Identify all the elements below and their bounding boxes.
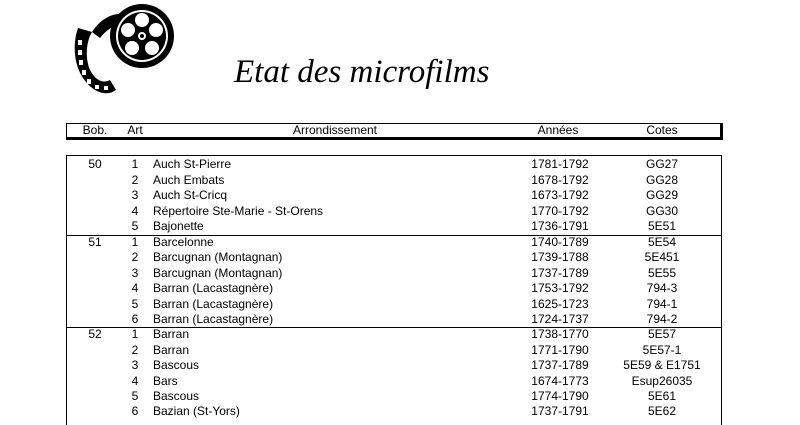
cotes: 5E57 [647, 327, 677, 341]
arrondissement: Bars [153, 374, 178, 388]
art-number: 2 [131, 250, 139, 264]
table-row [67, 235, 721, 250]
arrondissement: Barran [153, 343, 190, 357]
arrondissement: Auch St-Pierre [153, 157, 232, 171]
art-number: 6 [131, 404, 139, 418]
header-bob: Bob. [82, 123, 108, 137]
arrondissement: Bascous [153, 358, 200, 372]
annees: 1737-1789 [531, 266, 589, 280]
header-arrondissement: Arrondissement [292, 123, 378, 137]
annees: 1673-1792 [531, 188, 589, 202]
arrondissement: Bazian (St-Yors) [153, 404, 240, 418]
table-row [67, 343, 721, 358]
arrondissement: Auch St-Cricq [153, 188, 228, 202]
annees: 1737-1791 [531, 404, 589, 418]
header-annees: Années [537, 123, 579, 137]
cotes: Esup26035 [631, 374, 693, 388]
annees: 1737-1789 [531, 358, 589, 372]
annees: 1771-1790 [531, 343, 589, 357]
art-number: 6 [131, 312, 139, 326]
page-title: Etat des microfilms [234, 54, 490, 90]
annees: 1625-1723 [531, 297, 589, 311]
arrondissement: Auch Embats [153, 173, 225, 187]
bob-number: 51 [88, 235, 102, 249]
cotes: GG27 [645, 157, 678, 171]
art-number: 3 [131, 266, 139, 280]
art-number: 1 [131, 157, 139, 171]
cotes: 5E55 [647, 266, 677, 280]
table-header [66, 123, 723, 140]
annees: 1739-1788 [531, 250, 589, 264]
art-number: 1 [131, 327, 139, 341]
arrondissement: Bascous [153, 389, 200, 403]
art-number: 2 [131, 173, 139, 187]
cotes: 5E59 & E1751 [623, 358, 701, 372]
annees: 1736-1791 [531, 219, 589, 233]
art-number: 2 [131, 343, 139, 357]
cotes: 5E451 [644, 250, 680, 264]
table-row [67, 204, 721, 219]
table-row [67, 250, 721, 265]
arrondissement: Barran [153, 327, 190, 341]
arrondissement: Barran (Lacastagnère) [153, 312, 274, 326]
arrondissement: Barcugnan (Montagnan) [153, 250, 283, 264]
cotes: 5E61 [647, 389, 677, 403]
art-number: 3 [131, 188, 139, 202]
cotes: 5E62 [647, 404, 677, 418]
cotes: 794-2 [646, 312, 678, 326]
microfilm-table [66, 155, 722, 425]
bob-number: 50 [88, 157, 102, 171]
cotes: GG28 [645, 173, 678, 187]
film-reel-logo-icon [70, 0, 178, 106]
cotes: GG29 [645, 188, 678, 202]
cotes: 5E57-1 [642, 343, 682, 357]
arrondissement: Barcelonne [153, 235, 214, 249]
art-number: 3 [131, 358, 139, 372]
table-row [67, 404, 721, 419]
header-art: Art [127, 123, 143, 137]
table-row [67, 327, 721, 342]
art-number: 1 [131, 235, 139, 249]
arrondissement: Répertoire Ste-Marie - St-Orens [153, 204, 324, 218]
art-number: 5 [131, 297, 139, 311]
arrondissement: Barran (Lacastagnère) [153, 297, 274, 311]
bob-number: 52 [88, 327, 102, 341]
cotes: GG30 [645, 204, 678, 218]
table-row [67, 374, 721, 389]
art-number: 4 [131, 374, 139, 388]
table-row [67, 188, 721, 203]
arrondissement: Bajonette [153, 219, 204, 233]
art-number: 4 [131, 204, 139, 218]
table-row [67, 157, 721, 172]
table-row [67, 312, 721, 327]
table-row [67, 219, 721, 234]
table-row [67, 358, 721, 373]
table-top-border [66, 155, 722, 156]
table-row [67, 297, 721, 312]
table-row [67, 266, 721, 281]
arrondissement: Barran (Lacastagnère) [153, 281, 274, 295]
table-row [67, 389, 721, 404]
annees: 1724-1737 [531, 312, 589, 326]
annees: 1678-1792 [531, 173, 589, 187]
cotes: 794-1 [646, 297, 678, 311]
cotes: 5E51 [647, 219, 677, 233]
annees: 1740-1789 [531, 235, 589, 249]
annees: 1674-1773 [531, 374, 589, 388]
table-row [67, 173, 721, 188]
table-row [67, 281, 721, 296]
cotes: 5E54 [647, 235, 677, 249]
annees: 1770-1792 [531, 204, 589, 218]
header-cotes: Cotes [646, 123, 678, 137]
annees: 1753-1792 [531, 281, 589, 295]
art-number: 5 [131, 389, 139, 403]
cotes: 794-3 [646, 281, 678, 295]
arrondissement: Barcugnan (Montagnan) [153, 266, 283, 280]
annees: 1781-1792 [531, 157, 589, 171]
annees: 1738-1770 [531, 327, 589, 341]
art-number: 5 [131, 219, 139, 233]
art-number: 4 [131, 281, 139, 295]
annees: 1774-1790 [531, 389, 589, 403]
